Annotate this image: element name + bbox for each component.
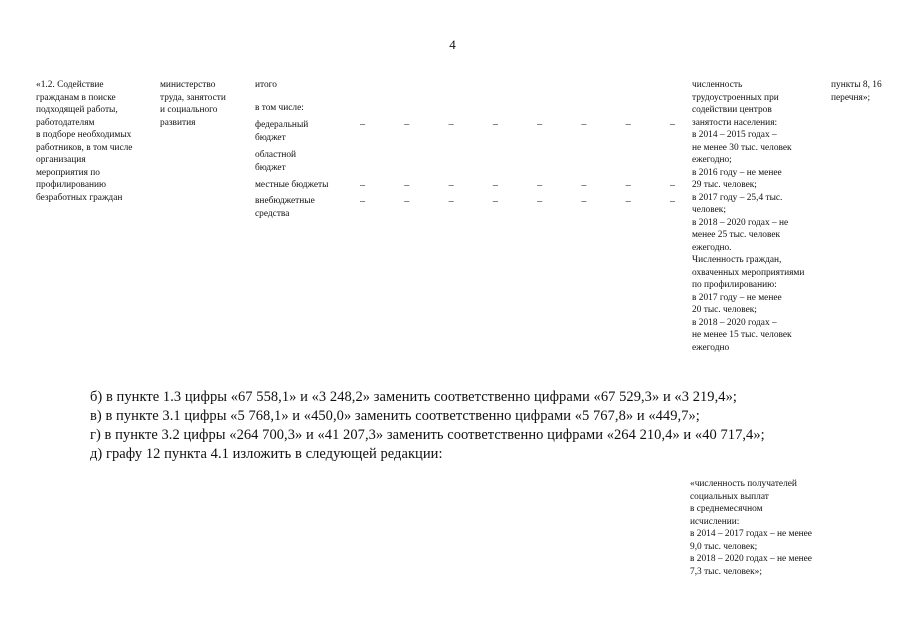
value-cell: – xyxy=(404,119,410,130)
measure-name-cell: «1.2. Содействие гражданам в поиске подходящей работы, работодателям в подборе необходимых работников, в том числе организация мероприятия по профилированию безработных граждан xyxy=(36,80,133,203)
value-cell: – xyxy=(360,119,365,130)
value-cell: – xyxy=(404,180,410,191)
value-cell: – xyxy=(625,196,631,207)
value-cell: – xyxy=(581,119,587,130)
financing-label-local: местные бюджеты xyxy=(255,180,329,190)
value-cell: – xyxy=(448,196,454,207)
financing-label-including: в том числе: xyxy=(255,103,304,113)
value-cell: – xyxy=(625,119,631,130)
value-cell: – xyxy=(404,196,410,207)
indicator-cell: численность трудоустроенных при содействии центров занятости населения: в 2014 – 2015 годах – не менее 30 тыс. человек ежегодно; в 2016 году – не менее 29 тыс. человек; в 2017 году – 25,4 тыс. человек; в 2018 – 2020 годах – не менее 25 тыс. человек ежегодно. Численность граждан, охваченных мероприятиями по профилированию: в 2017 году – не менее 20 тыс. человек; в 2018 – 2020 годах – не менее 15 тыс. человек ежегодно xyxy=(692,80,805,353)
financing-label-extrabudgetary: внебюджетные средства xyxy=(255,196,315,219)
instruction-g: г) в пункте 3.2 цифры «264 700,3» и «41 207,3» заменить соответственно цифрами «264 210,4» и «40 717,4»; xyxy=(90,427,765,443)
financing-label-regional: областной бюджет xyxy=(255,150,297,173)
page-number: 4 xyxy=(449,37,456,52)
value-cell: – xyxy=(448,180,454,191)
executor-cell: министерство труда, занятости и социального развития xyxy=(160,80,226,128)
value-cell: – xyxy=(448,119,454,130)
value-cell: – xyxy=(669,196,675,207)
value-cell: – xyxy=(360,196,365,207)
financing-label-total: итого xyxy=(255,80,277,90)
instruction-b: б) в пункте 1.3 цифры «67 558,1» и «3 248,2» заменить соответственно цифрами «67 529,3» и «3 219,4»; xyxy=(90,389,737,405)
value-cell: – xyxy=(625,180,631,191)
value-cell: – xyxy=(537,180,543,191)
federal-budget-values-row xyxy=(360,119,675,130)
instruction-v: в) в пункте 3.1 цифры «5 768,1» и «450,0» заменить соответственно цифрами «5 767,8» и «449,7»; xyxy=(90,408,700,424)
local-budget-values-row xyxy=(360,180,675,191)
value-cell: – xyxy=(581,196,587,207)
value-cell: – xyxy=(360,180,365,191)
instruction-d: д) графу 12 пункта 4.1 изложить в следующей редакции: xyxy=(90,446,443,462)
value-cell: – xyxy=(537,196,543,207)
value-cell: – xyxy=(492,180,498,191)
points-cell: пункты 8, 16 перечня»; xyxy=(831,80,882,103)
financing-label-federal: федеральный бюджет xyxy=(255,120,309,143)
value-cell: – xyxy=(492,196,498,207)
value-cell: – xyxy=(669,119,675,130)
value-cell: – xyxy=(669,180,675,191)
new-column-12-text: «численность получателей социальных выплат в среднемесячном исчислении: в 2014 – 2017 годах – не менее 9,0 тыс. человек; в 2018 – 2020 годах – не менее 7,3 тыс. человек»; xyxy=(690,479,812,577)
value-cell: – xyxy=(581,180,587,191)
value-cell: – xyxy=(537,119,543,130)
extrabudgetary-values-row xyxy=(360,196,675,207)
value-cell: – xyxy=(492,119,498,130)
